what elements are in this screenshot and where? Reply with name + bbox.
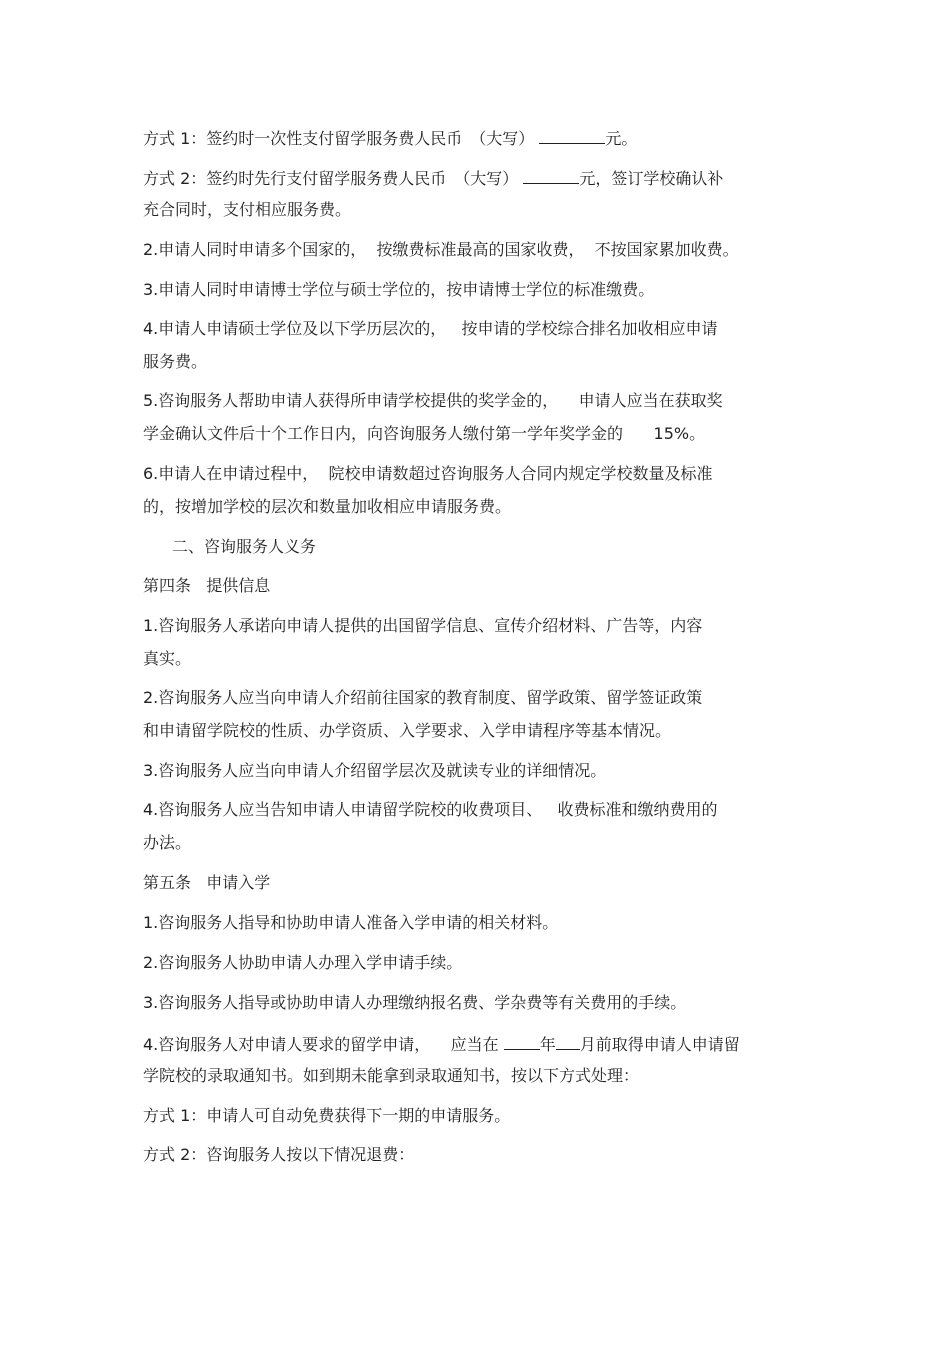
article-4-heading: 第四条 提供信息 <box>143 576 271 595</box>
a4-item-4-line2: 办法。 <box>143 833 192 852</box>
payment-option-2-line2: 充合同时，支付相应服务费。 <box>143 200 352 219</box>
a4-item-4-line1: 4.咨询服务人应当告知申请人申请留学院校的收费项目、 收费标准和缴纳费用的 <box>143 800 718 819</box>
refund-option-1: 方式 1：申请人可自动免费获得下一期的申请服务。 <box>143 1106 511 1125</box>
payment-option-1-prefix: 方式 1：签约时一次性支付留学服务费人民币 （大写） <box>143 129 535 148</box>
a4-item-1-line2: 真实。 <box>143 649 192 668</box>
a4-item-2-line2: 和申请留学院校的性质、办学资质、入学要求、入学申请程序等基本情况。 <box>143 721 672 740</box>
item-6-line1: 6.申请人在申请过程中， 院校申请数超过咨询服务人合同内规定学校数量及标准 <box>143 464 713 483</box>
refund-option-2: 方式 2：咨询服务人按以下情况退费： <box>143 1145 415 1164</box>
a4-item-2-line1: 2.咨询服务人应当向申请人介绍前往国家的教育制度、留学政策、留学签证政策 <box>143 688 703 707</box>
a5-item-4-suffix: 月前取得申请人申请留 <box>579 1035 740 1054</box>
payment-option-2-suffix: 元，签订学校确认补 <box>579 169 724 188</box>
payment-option-2-prefix: 方式 2：签约时先行支付留学服务费人民币 （大写） <box>143 169 519 188</box>
article-5-heading: 第五条 申请入学 <box>143 873 271 892</box>
item-4-line1: 4.申请人申请硕士学位及以下学历层次的， 按申请的学校综合排名加收相应申请 <box>143 319 718 338</box>
payment-option-2 <box>143 167 723 187</box>
a4-item-3: 3.咨询服务人应当向申请人介绍留学层次及就读专业的详细情况。 <box>143 761 607 780</box>
a5-item-4-prefix: 4.咨询服务人对申请人要求的留学申请， 应当在 <box>143 1035 504 1054</box>
item-3: 3.申请人同时申请博士学位与硕士学位的，按申请博士学位的标准缴费。 <box>143 280 655 299</box>
item-5-line2: 学金确认文件后十个工作日内，向咨询服务人缴付第一学年奖学金的 15%。 <box>143 424 706 443</box>
a5-item-2: 2.咨询服务人协助申请人办理入学申请手续。 <box>143 953 463 972</box>
section-heading: 二、咨询服务人义务 <box>172 537 317 556</box>
a5-item-3: 3.咨询服务人指导或协助申请人办理缴纳报名费、学杂费等有关费用的手续。 <box>143 993 687 1012</box>
item-6-line2: 的，按增加学校的层次和数量加收相应申请服务费。 <box>143 497 512 516</box>
payment-option-1-suffix: 元。 <box>605 129 638 148</box>
item-4-line2: 服务费。 <box>143 352 208 371</box>
a5-item-4-line1 <box>143 1033 740 1053</box>
payment-option-1 <box>143 127 637 147</box>
month-blank <box>556 1033 580 1050</box>
amount-blank <box>523 167 579 184</box>
year-blank <box>504 1033 540 1050</box>
a5-item-4-line2: 学院校的录取通知书。如到期未能拿到录取通知书，按以下方式处理： <box>143 1066 640 1085</box>
a5-item-1: 1.咨询服务人指导和协助申请人准备入学申请的相关材料。 <box>143 913 559 932</box>
item-5-line1: 5.咨询服务人帮助申请人获得所申请学校提供的奖学金的， 申请人应当在获取奖 <box>143 391 723 410</box>
a4-item-1-line1: 1.咨询服务人承诺向申请人提供的出国留学信息、宣传介绍材料、广告等，内容 <box>143 616 703 635</box>
item-2: 2.申请人同时申请多个国家的， 按缴费标准最高的国家收费， 不按国家累加收费。 <box>143 240 739 259</box>
a5-item-4-year: 年 <box>539 1035 556 1054</box>
amount-blank <box>539 127 605 144</box>
